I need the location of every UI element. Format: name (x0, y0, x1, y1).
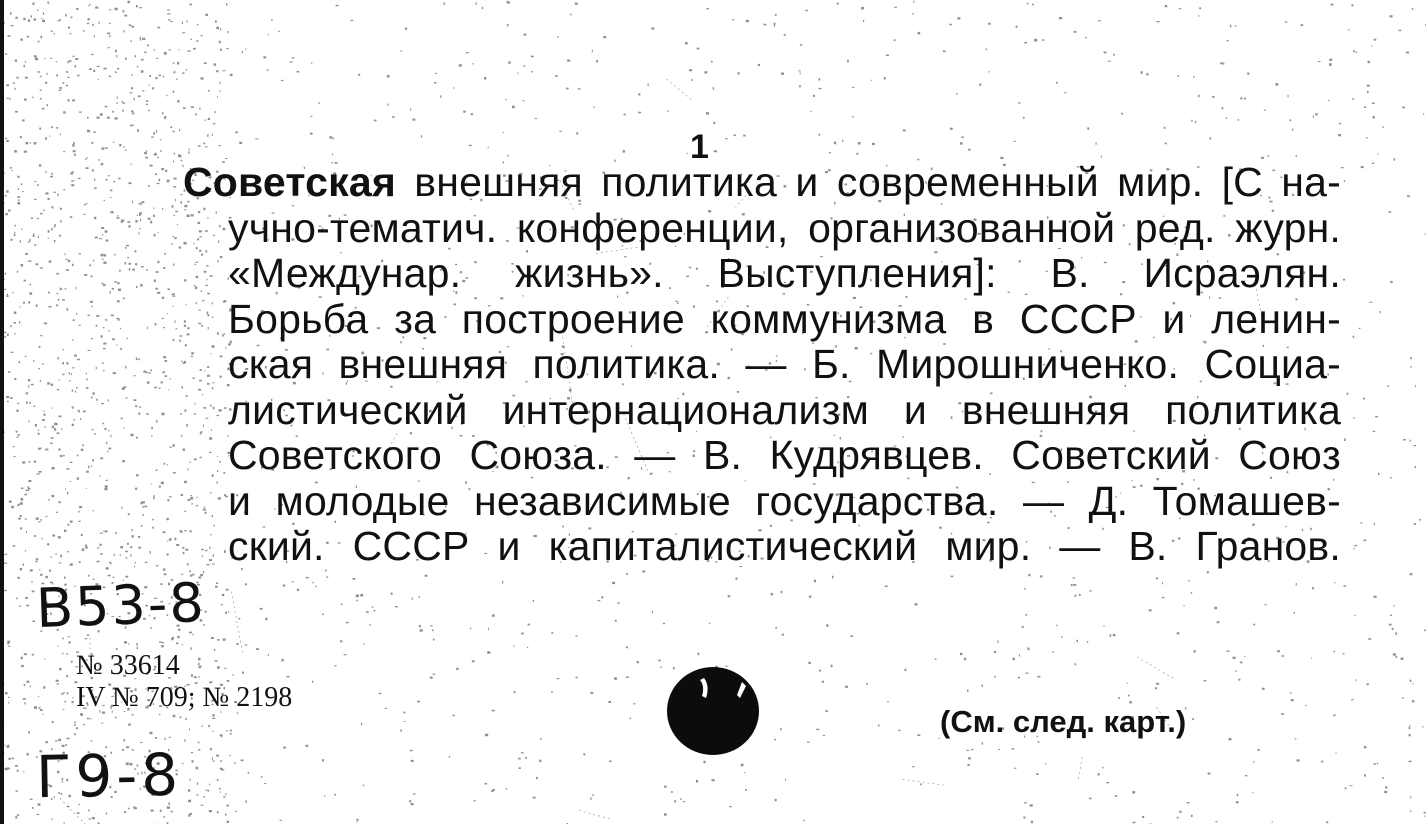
entry-line-8: и молодые независимые государства. — Д. Томашев- (228, 478, 1341, 524)
scan-scratch (903, 779, 946, 785)
entry-line-1-text: внешняя политика и современный мир. [С на- (395, 160, 1341, 205)
entry-line-1 (183, 160, 1341, 206)
handwritten-shelf-code: В53-8 (34, 571, 207, 640)
card-punch-hole-icon (664, 664, 762, 756)
entry-line-6: листический интернационализм и внешняя политика (228, 387, 1341, 433)
handwritten-class-code: Г9-8 (35, 740, 183, 812)
scan-scratch (1078, 757, 1082, 781)
entry-line-7: Советского Союза. — В. Кудрявцев. Советский Союз (228, 433, 1341, 478)
entry-heading-word: Советская (183, 160, 396, 205)
see-next-card-note: (См. след. карт.) (940, 704, 1187, 739)
scan-scratch (667, 79, 693, 101)
inventory-number: № 33614 (76, 650, 180, 681)
bibliographic-entry (183, 160, 1341, 570)
entry-line-4: Борьба за построение коммунизма в СССР и ленин- (228, 296, 1341, 342)
scan-scratch (1137, 657, 1173, 678)
entry-line-9: ский. СССР и капиталистический мир. — В. Гранов. (228, 524, 1341, 569)
scan-scratch (579, 810, 613, 819)
card-left-edge (0, 0, 4, 824)
entry-line-5: ская внешняя политика. — Б. Мирошниченко. Социа- (228, 342, 1341, 387)
entry-line-3: «Междунар. жизнь». Выступления]: В. Исраэлян. (228, 251, 1341, 296)
inventory-numbers-secondary: IV № 709; № 2198 (76, 682, 293, 713)
card-number: 1 (690, 128, 709, 166)
entry-line-2: учно-тематич. конференции, организованной ред. журн. (228, 205, 1341, 251)
